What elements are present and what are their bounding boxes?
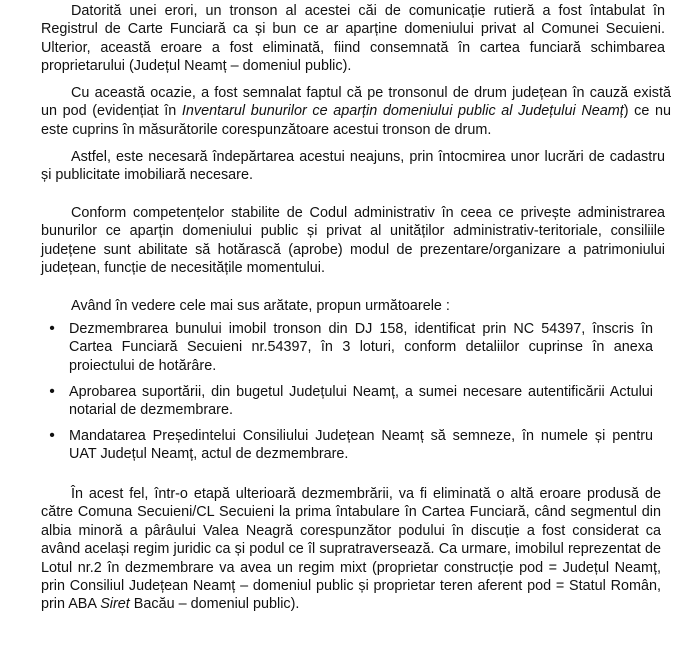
paragraph-road-error: Datorită unei erori, un tronson al acestei căi de comunicație rutieră a fost întabulat în Registrul de Carte Funciară ca și bun ce ar aparține domeniului privat al Comunei Secuieni. Ulterior, această eroare a fost eliminată, fiind consemnată în cartea funciară schimbarea proprietarului (Județul Neamț – domeniul public). [41, 3, 665, 75]
inventory-title: Inventarul bunurilor ce aparțin domeniului public al Județului Neamț [181, 103, 624, 120]
bullet-icon: • [49, 320, 55, 337]
paragraph-bridge-text-2: ) ce nu este cuprins în măsurătorile corespunzătoare acestui tronson de drum. [41, 103, 671, 138]
paragraph-conclusion-text-1: În acest fel, într-o etapă ulterioară dezmembrării, va fi eliminată o altă eroare produsă de către Comuna Secuieni/CL Secuieni la prima întabulare în Cartea Funciară, când segmentul din albia minoră a pârâului Valea Neagră corespunzător podului în discuție a fost considerat ca având același regim juridic ca și podul ce îl supratraversează. Ca urmare, imobilul reprezentat de Lotul nr.2 în dezmembrare va avea un regim mixt (proprietar construcție pod = Județul Neamț, prin Consiliul Județean Neamț – domeniul public și proprietar teren aferent pod = Statul Român, prin ABA [41, 486, 661, 613]
list-item-text: Dezmembrarea bunului imobil tronson din DJ 158, identificat prin NC 54397, înscris în Cartea Funciară Secuieni nr.54397, în 3 loturi, conform detaliilor cuprinse în anexa proiectului de hotărâre. [69, 321, 653, 374]
bullet-icon: • [49, 427, 55, 444]
paragraph-cadastre: Astfel, este necesară îndepărtarea acestui neajuns, prin întocmirea unor lucrări de cadastru și publicitate imobiliară necesare. [41, 149, 665, 184]
list-item-text: Mandatarea Președintelui Consiliului Județean Neamț să semneze, în numele și pentru UAT Județul Neamț, actul de dezmembrare. [69, 428, 653, 463]
paragraph-administrative-code: Conform competențelor stabilite de Codul administrativ în ceea ce privește administrarea bunurilor ce aparțin domeniului public și privat al unităților administrativ-teritoriale, consiliile județene sunt abilitate să hotărască (aprobe) modul de prezentare/organizare a patrimoniului județean, funcție de necesitățile momentului. [41, 205, 665, 277]
paragraph-conclusion-text-2: Bacău – domeniul public). [129, 596, 300, 613]
paragraph-conclusion [41, 485, 661, 614]
list-item-text: Aprobarea suportării, din bugetul Județului Neamț, a sumei necesare autentificării Actului notarial de dezmembrare. [69, 384, 653, 419]
river-name: Siret [100, 596, 130, 613]
paragraph-proposals-intro: Având în vedere cele mai sus arătate, propun următoarele : [71, 298, 450, 314]
paragraph-bridge-text-1: Cu această ocazie, a fost semnalat faptul că pe tronsonul de drum județean în cauză există un pod (evidențiat în [41, 85, 671, 120]
bullet-icon: • [49, 383, 55, 400]
paragraph-bridge [41, 84, 671, 139]
